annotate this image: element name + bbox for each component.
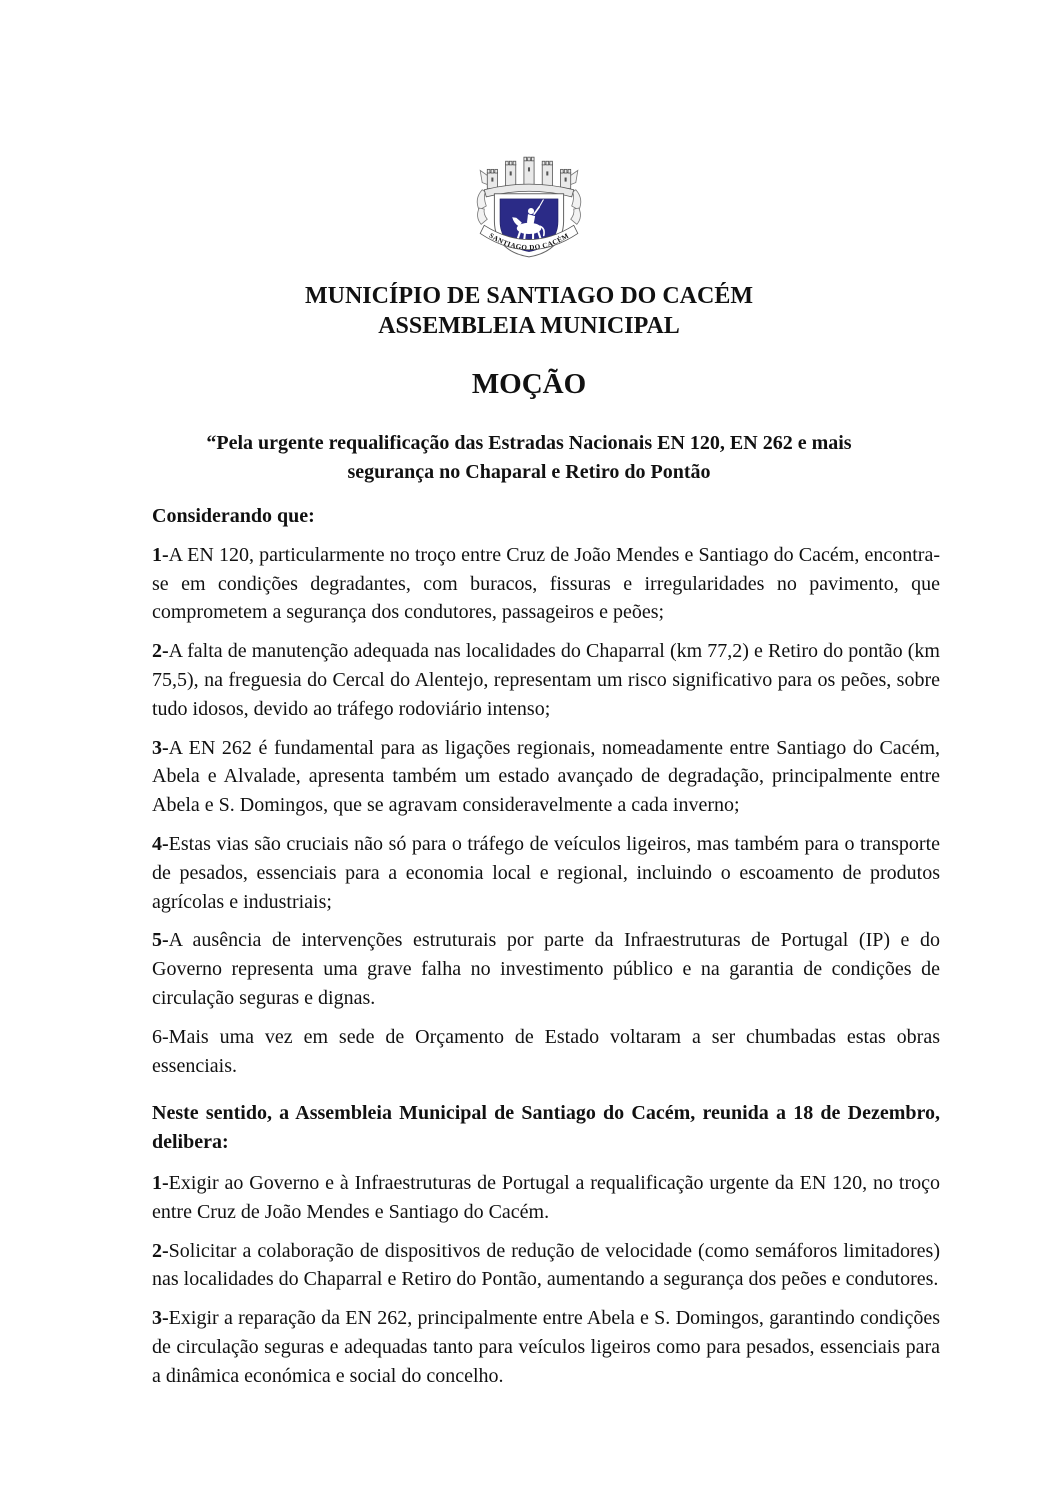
motion-subtitle [0,429,1058,487]
deliberation-item-1 [152,1169,940,1227]
motion-subtitle-line1: “Pela urgente requalificação das Estradas Nacionais EN 120, EN 262 e mais [206,432,852,454]
item-number: 1- [152,543,169,566]
assembly-name: ASSEMBLEIA MUNICIPAL [378,313,680,339]
consideration-item-6 [152,1023,940,1081]
item-number: 4- [152,832,169,855]
consideration-item-3 [152,734,940,820]
item-number: 2- [152,640,169,663]
consideration-item-4 [152,830,940,916]
item-text: Solicitar a colaboração de dispositivos de redução de velocidade (como semáforos limitadores) nas localidades do Chaparral e Retiro do Pontão, aumentando a segurança dos peões e condutores. [152,1239,940,1291]
item-number: 2- [152,1239,169,1262]
mural-crown-icon [484,157,574,197]
crest-motto-text: SANTIAGO DO CACÉM [487,231,571,252]
document-body [152,502,940,1391]
municipality-name: MUNICÍPIO DE SANTIAGO DO CACÉM [304,283,754,309]
consideration-item-2 [152,637,940,723]
item-text: A ausência de intervenções estruturais por parte da Infraestruturas de Portugal (IP) e do Governo representa uma grave falha no investimento público e na garantia de condições de circulação seguras e dignas. [152,929,940,1009]
item-number: 3- [152,1307,169,1330]
item-text: A falta de manutenção adequada nas localidades do Chaparral (km 77,2) e Retiro do pontão (km 75,5), na freguesia do Cercal do Alentejo, representam um risco significativo para os peões, sobre tudo idosos, devido ao tráfego rodoviário intenso; [152,640,940,720]
item-text: A EN 120, particularmente no troço entre Cruz de João Mendes e Santiago do Cacém, encontra-se em condições degradantes, com buracos, fissuras e irregularidades no pavimento, que comprometem a segurança dos condutores, passageiros e peões; [152,543,940,624]
item-number: 5- [152,929,169,952]
item-number: 6- [152,1025,169,1048]
deliberation-item-2 [152,1237,940,1295]
item-number: 3- [152,736,169,759]
item-text: Exigir a reparação da EN 262, principalmente entre Abela e S. Domingos, garantindo condições de circulação seguras e adequadas tanto para veículos ligeiros como para pesados, essenciais para a dinâmica económica e social do concelho. [152,1307,940,1387]
consideration-item-5 [152,926,940,1012]
item-number: 1- [152,1171,169,1194]
municipality-header [0,281,1058,341]
item-text: Estas vias são cruciais não só para o tráfego de veículos ligeiros, mas também para o transporte de pesados, essenciais para a economia local e regional, incluindo o escoamento de produtos agrícolas e industriais; [152,832,940,913]
considerations-heading: Considerando que: [152,505,315,527]
item-text: A EN 262 é fundamental para as ligações regionais, nomeadamente entre Santiago do Cacém, Abela e Alvalade, apresenta também um estado avançado de degradação, principalmente entre Abela e S. Domingos, que se agravam consideravelmente a cada inverno; [152,736,940,817]
municipal-crest [467,147,591,265]
motion-subtitle-line2: segurança no Chaparal e Retiro do Pontão [347,461,711,483]
deliberation-item-3 [152,1304,940,1390]
deliberation-intro: Neste sentido, a Assembleia Municipal de Santiago do Cacém, reunida a 18 de Dezembro, delibera: [152,1102,940,1154]
document-title: MOÇÃO [471,368,587,400]
item-text: Mais uma vez em sede de Orçamento de Estado voltaram a ser chumbadas estas obras essenciais. [152,1025,940,1077]
item-text: Exigir ao Governo e à Infraestruturas de Portugal a requalificação urgente da EN 120, no troço entre Cruz de João Mendes e Santiago do Cacém. [152,1171,940,1223]
consideration-item-1 [152,541,940,627]
